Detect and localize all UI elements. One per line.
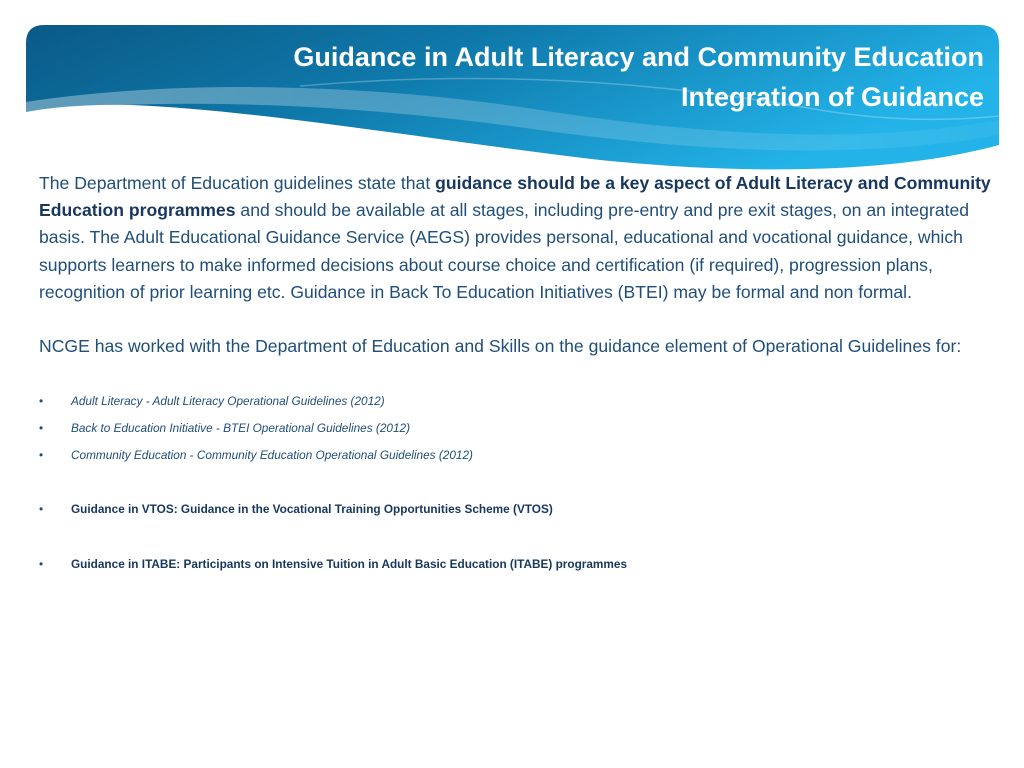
bullet-icon: • [39, 448, 44, 462]
vtos-link[interactable]: Guidance in VTOS: Guidance in the Vocational Training Opportunities Scheme (VTOS) [71, 502, 553, 517]
intro-text-start: The Department of Education guidelines state that [39, 173, 436, 193]
bullet-icon: • [39, 420, 44, 435]
ncge-paragraph: NCGE has worked with the Department of Education and Skills on the guidance element of Operational Guidelines for: [39, 336, 962, 357]
guidelines-list [39, 388, 999, 470]
guideline-btei: Back to Education Initiative - BTEI Operational Guidelines (2012) [71, 420, 411, 435]
guideline-community-education: Community Education - Community Education Operational Guidelines (2012) [71, 448, 473, 462]
vtos-list [39, 496, 999, 523]
itabe-link[interactable]: Guidance in ITABE: Participants on Intensive Tuition in Adult Basic Education (ITABE) programmes [71, 556, 628, 571]
intro-text-end: and should be available at all stages, including pre-entry and pre exit stages, on an integrated basis. The Adult Educational Guidance Service (AEGS) provides personal, educational and vocational guidance, which supports learners to make informed decisions about course choice and certification (if required), progression plans, recognition of prior learning etc. Guidance in Back To Education Initiatives (BTEI) may be formal and non formal. [39, 200, 970, 302]
slide-subtitle: Integration of Guidance [680, 82, 984, 112]
guideline-adult-literacy: Adult Literacy - Adult Literacy Operational Guidelines (2012) [71, 393, 385, 408]
list-item [39, 496, 999, 523]
slide-body [39, 170, 999, 578]
intro-paragraph [39, 170, 999, 306]
intro-text-bold: guidance should be a key aspect of Adult Literacy and Community Education programmes [39, 173, 991, 221]
list-item [39, 551, 999, 578]
list-item [39, 442, 999, 469]
list-item [39, 415, 999, 442]
bullet-icon: • [39, 393, 44, 408]
list-item [39, 388, 999, 415]
bullet-icon: • [39, 502, 44, 517]
bullet-icon: • [39, 556, 44, 571]
slide-title: Guidance in Adult Literacy and Community Education [293, 42, 984, 72]
itabe-list [39, 551, 999, 578]
